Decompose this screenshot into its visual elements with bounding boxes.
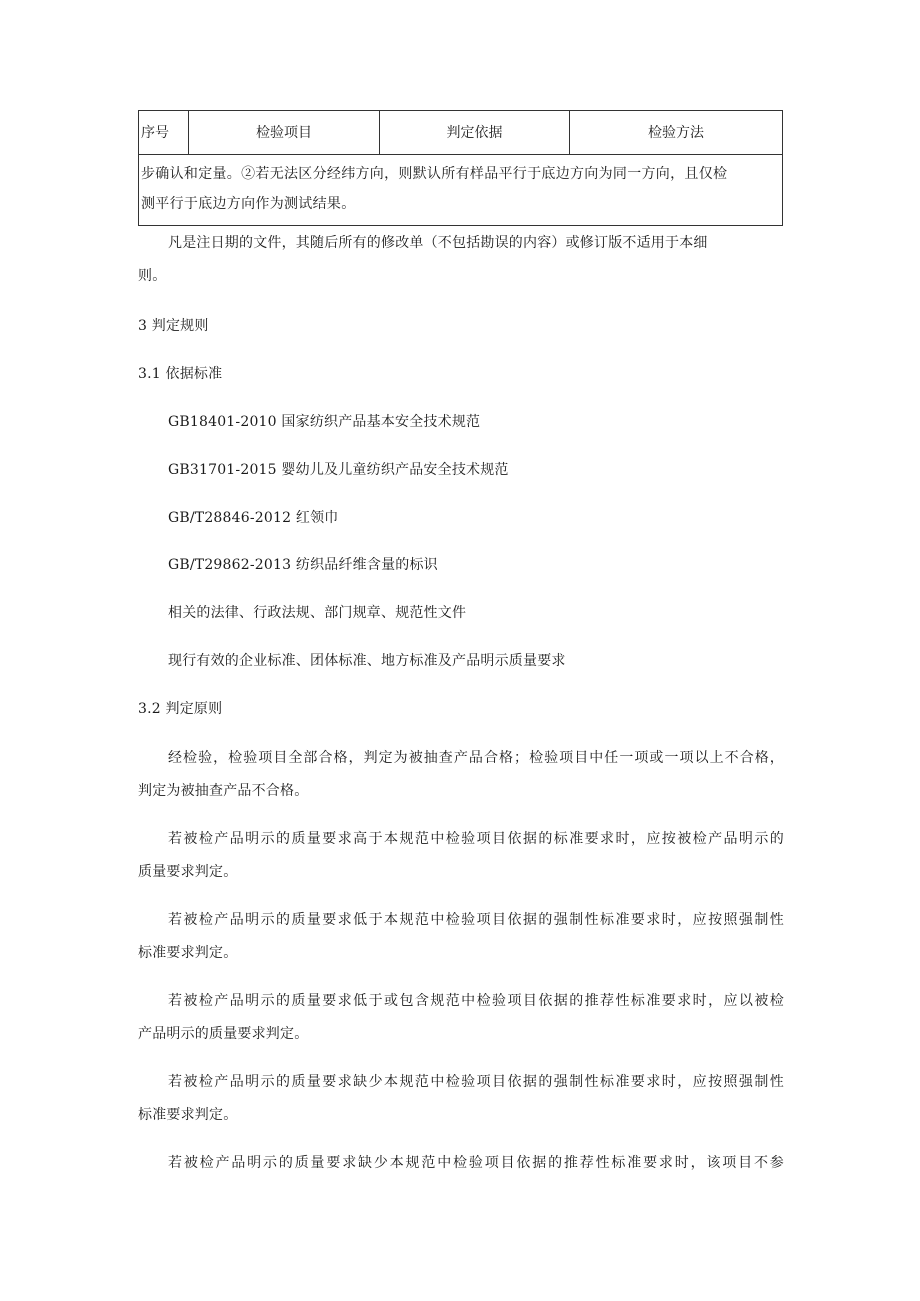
standard-item: 现行有效的企业标准、团体标准、地方标准及产品明示质量要求 xyxy=(168,653,566,669)
standard-item: GB31701-2015 婴幼儿及儿童纺织产品安全技术规范 xyxy=(168,462,509,478)
standard-item: GB/T28846-2012 红领巾 xyxy=(168,510,339,526)
principle-line: 产品明示的质量要求判定。 xyxy=(138,1026,309,1042)
principle-line: 质量要求判定。 xyxy=(138,864,238,880)
table-header-row xyxy=(139,111,783,155)
header-judgment-basis: 判定依据 xyxy=(380,111,570,155)
header-serial-number: 序号 xyxy=(139,111,189,155)
principle-line: 若被检产品明示的质量要求低于或包含规范中检验项目依据的推荐性标准要求时，应以被检 xyxy=(168,993,784,1009)
principle-line: 标准要求判定。 xyxy=(138,945,238,961)
continuation-line: 步确认和定量。②若无法区分经纬方向，则默认所有样品平行于底边方向为同一方向，且仅检 xyxy=(141,166,728,182)
principle-line: 经检验，检验项目全部合格，判定为被抽查产品合格；检验项目中任一项或一项以上不合格， xyxy=(168,750,784,766)
note-paragraph-line: 则。 xyxy=(138,268,167,284)
principle-line: 若被检产品明示的质量要求缺少本规范中检验项目依据的推荐性标准要求时，该项目不参 xyxy=(168,1155,784,1171)
inspection-table xyxy=(138,110,783,226)
table-continuation-row xyxy=(139,155,783,226)
principle-line: 若被检产品明示的质量要求低于本规范中检验项目依据的强制性标准要求时，应按照强制性 xyxy=(168,912,784,928)
header-inspection-item: 检验项目 xyxy=(189,111,380,155)
header-inspection-method: 检验方法 xyxy=(570,111,783,155)
section-heading-3-2: 3.2 判定原则 xyxy=(138,701,223,717)
principle-line: 标准要求判定。 xyxy=(138,1107,238,1123)
standard-item: GB18401-2010 国家纺织产品基本安全技术规范 xyxy=(168,414,481,430)
section-heading-3-1: 3.1 依据标准 xyxy=(138,366,223,382)
standard-item: 相关的法律、行政法规、部门规章、规范性文件 xyxy=(168,605,467,621)
section-heading-3: 3 判定规则 xyxy=(138,318,209,334)
note-paragraph-line: 凡是注日期的文件，其随后所有的修改单（不包括勘误的内容）或修订版不适用于本细 xyxy=(168,235,708,251)
principle-line: 判定为被抽查产品不合格。 xyxy=(138,783,309,799)
principle-line: 若被检产品明示的质量要求缺少本规范中检验项目依据的强制性标准要求时，应按照强制性 xyxy=(168,1074,784,1090)
table-continuation-cell xyxy=(139,155,783,226)
principle-line: 若被检产品明示的质量要求高于本规范中检验项目依据的标准要求时，应按被检产品明示的 xyxy=(168,831,784,847)
standard-item: GB/T29862-2013 纺织品纤维含量的标识 xyxy=(168,557,438,573)
continuation-line: 测平行于底边方向作为测试结果。 xyxy=(141,196,356,212)
